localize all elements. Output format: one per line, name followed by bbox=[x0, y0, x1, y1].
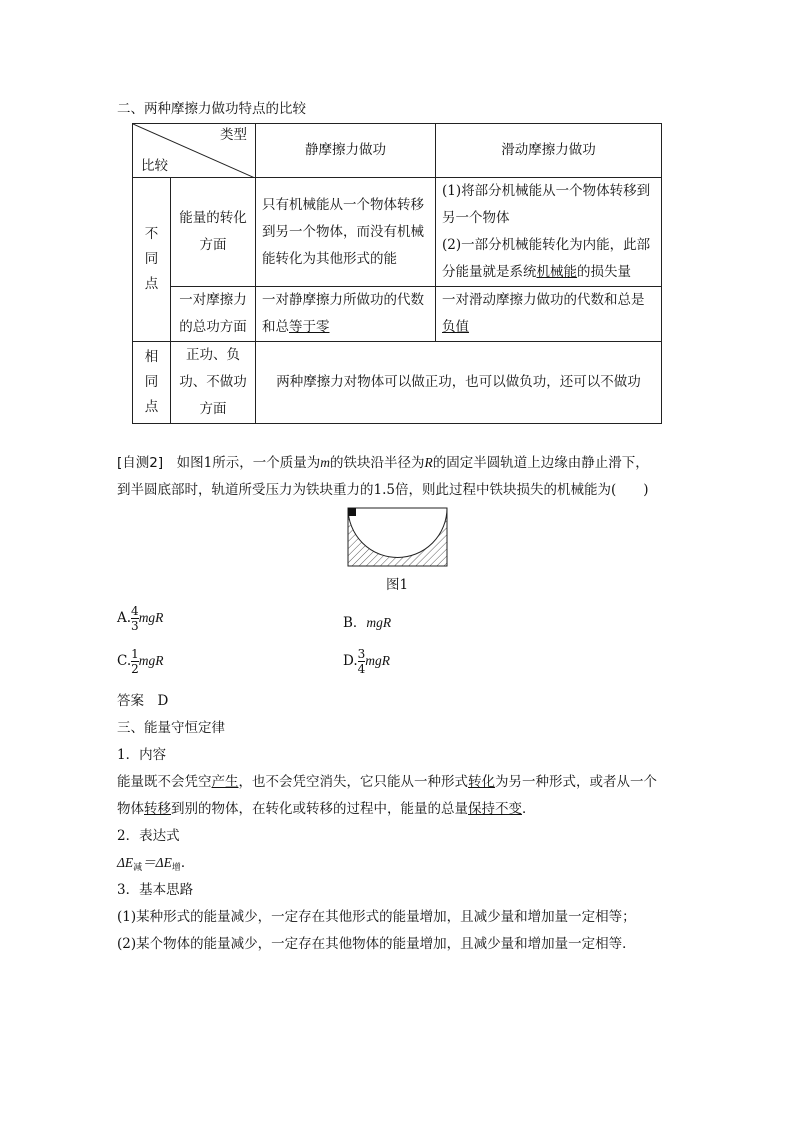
figure-semicircle-track bbox=[347, 507, 448, 567]
idea-1: (1)某种形式的能量减少，一定存在其他形式的能量增加，且减少量和增加量一定相等； bbox=[117, 909, 636, 925]
corner-type-label: 类型 bbox=[220, 127, 247, 143]
content-line-1: 能量既不会凭空产生，也不会凭空消失，它只能从一种形式转化为另一种形式，或者从一个 bbox=[117, 774, 657, 790]
subheading-approach: 3．基本思路 bbox=[117, 882, 194, 898]
row-total-work-label: 一对摩擦力的总功方面 bbox=[171, 287, 256, 342]
quiz-line-2: 到半圆底部时，轨道所受压力为铁块重力的1.5倍，则此过程中铁块损失的机械能为( ) bbox=[117, 482, 649, 498]
iron-block bbox=[348, 508, 356, 516]
option-d[interactable]: D. $\frac{3}{4}$ mgR bbox=[343, 647, 391, 676]
row-energy-conversion-label: 能量的转化方面 bbox=[171, 178, 256, 287]
row-total-work-sliding: 一对滑动摩擦力做功的代数和总是负值 bbox=[436, 287, 662, 342]
figure-caption: 图1 bbox=[386, 577, 409, 593]
quiz-tag: [自测2] bbox=[117, 455, 164, 471]
content-line-2: 物体转移到别的物体，在转化或转移的过程中，能量的总量保持不变． bbox=[117, 801, 536, 817]
row-total-work-static: 一对静摩擦力所做功的代数和总等于零 bbox=[256, 287, 436, 342]
subheading-content: 1．内容 bbox=[117, 747, 167, 763]
row-work-sign-label: 正功、负功、不做功方面 bbox=[171, 342, 256, 424]
group-similarities: 相同点 bbox=[133, 342, 171, 424]
section-2-title: 二、两种摩擦力做功特点的比较 bbox=[117, 101, 306, 117]
subheading-expression: 2．表达式 bbox=[117, 828, 180, 844]
idea-2: (2)某个物体的能量减少，一定存在其他物体的能量增加，且减少量和增加量一定相等． bbox=[117, 936, 636, 952]
corner-compare-label: 比较 bbox=[141, 158, 168, 174]
comparison-table bbox=[132, 123, 662, 424]
energy-formula: $\Delta E_减=\Delta E_增$． bbox=[117, 855, 195, 873]
answer: 答案 D bbox=[117, 693, 169, 709]
row-work-sign-value: 两种摩擦力对物体可以做正功，也可以做负功，还可以不做功 bbox=[256, 342, 662, 424]
group-differences: 不同点 bbox=[133, 178, 171, 342]
table-corner-cell bbox=[133, 124, 256, 178]
section-3-title: 三、能量守恒定律 bbox=[117, 720, 225, 736]
header-static-friction: 静摩擦力做功 bbox=[256, 124, 436, 178]
header-sliding-friction: 滑动摩擦力做功 bbox=[436, 124, 662, 178]
quiz-line-1: [自测2] 如图1所示，一个质量为m的铁块沿半径为R的固定半圆轨道上边缘由静止滑下， bbox=[117, 455, 649, 471]
row-energy-conversion-sliding: (1)将部分机械能从一个物体转移到另一个物体 (2)一部分机械能转化为内能，此部分能量就是系统机械能的损失量 bbox=[436, 178, 662, 287]
option-b[interactable]: B．mgR bbox=[343, 615, 392, 631]
option-c[interactable]: C. $\frac{1}{2}$ mgR bbox=[117, 647, 164, 676]
option-a[interactable]: A. $\frac{4}{3}$ mgR bbox=[117, 604, 164, 633]
row-energy-conversion-static: 只有机械能从一个物体转移到另一个物体，而没有机械能转化为其他形式的能 bbox=[256, 178, 436, 287]
